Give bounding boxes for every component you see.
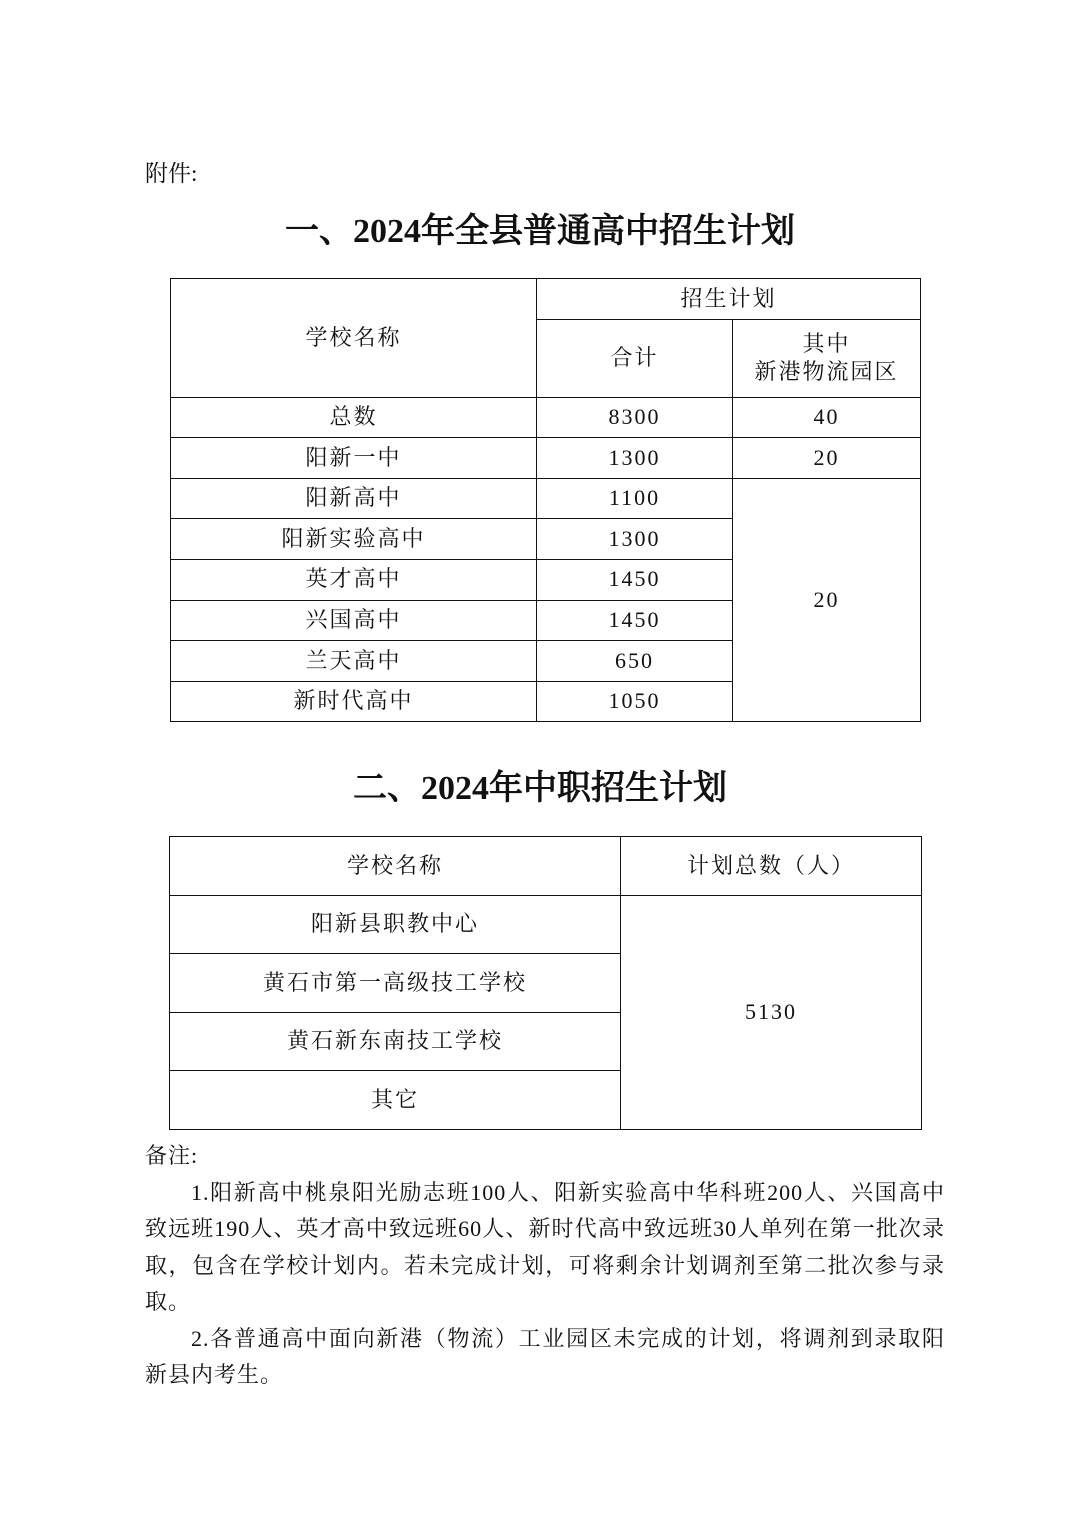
- park-value: 40: [733, 397, 921, 438]
- table-row: [171, 438, 921, 479]
- vocational-plan-table: [169, 836, 922, 1130]
- school-name: 黄石市第一高级技工学校: [170, 954, 621, 1013]
- notes: [145, 1138, 945, 1394]
- total-value: 1450: [537, 559, 733, 600]
- header-park: 其中 新港物流园区: [733, 319, 921, 397]
- header-school-name: 学校名称: [170, 837, 621, 896]
- school-name: 阳新一中: [171, 438, 537, 479]
- high-school-plan-table: [170, 278, 921, 722]
- note-item: 2.各普通高中面向新港（物流）工业园区未完成的计划，将调剂到录取阳新县内考生。: [145, 1325, 945, 1387]
- section1-title: 一、2024年全县普通高中招生计划: [285, 213, 795, 250]
- total-value: 1300: [537, 438, 733, 479]
- table-row: [171, 478, 921, 519]
- school-name: 阳新实验高中: [171, 519, 537, 560]
- total-value: 650: [537, 641, 733, 682]
- school-name: 黄石新东南技工学校: [170, 1012, 621, 1071]
- attachment-label: 附件:: [145, 161, 198, 186]
- school-name: 总数: [171, 397, 537, 438]
- note-item: 1.阳新高中桃泉阳光励志班100人、阳新实验高中华科班200人、兴国高中致远班190人、英才高中致远班60人、新时代高中致远班30人单列在第一批次录取，包含在学校计划内。若未完成计划，可将剩余计划调剂至第二批次参与录取。: [145, 1179, 945, 1314]
- total-value: 1050: [537, 681, 733, 722]
- school-name: 兰天高中: [171, 641, 537, 682]
- school-name: 阳新县职教中心: [170, 895, 621, 954]
- total-value: 1300: [537, 519, 733, 560]
- table-row: [170, 895, 922, 954]
- park-value: 20: [733, 438, 921, 479]
- total-value: 1100: [537, 478, 733, 519]
- header-plan-total: 计划总数（人）: [621, 837, 922, 896]
- total-value: 1450: [537, 600, 733, 641]
- table-row: [171, 397, 921, 438]
- school-name: 新时代高中: [171, 681, 537, 722]
- header-total: 合计: [537, 319, 733, 397]
- notes-label: 备注:: [145, 1143, 199, 1168]
- header-school-name: 学校名称: [171, 279, 537, 398]
- header-plan: 招生计划: [537, 279, 921, 320]
- merged-park-value: 20: [733, 478, 921, 722]
- total-value: 8300: [537, 397, 733, 438]
- merged-total-value: 5130: [621, 895, 922, 1129]
- school-name: 其它: [170, 1071, 621, 1130]
- school-name: 英才高中: [171, 559, 537, 600]
- school-name: 阳新高中: [171, 478, 537, 519]
- school-name: 兴国高中: [171, 600, 537, 641]
- section2-title: 二、2024年中职招生计划: [353, 770, 727, 807]
